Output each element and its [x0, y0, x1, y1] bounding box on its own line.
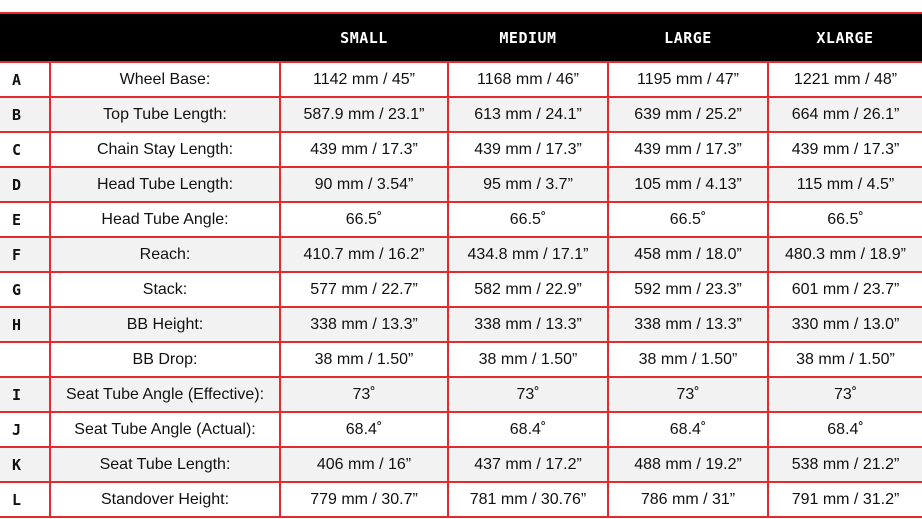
row-letter: J — [0, 412, 50, 447]
row-label: Standover Height: — [50, 482, 280, 517]
value-large: 786 mm / 31” — [608, 482, 768, 517]
value-small: 577 mm / 22.7” — [280, 272, 448, 307]
value-small: 338 mm / 13.3” — [280, 307, 448, 342]
row-label: Head Tube Angle: — [50, 202, 280, 237]
header-medium: MEDIUM — [448, 13, 608, 62]
table-row — [0, 307, 922, 342]
value-xlarge: 1221 mm / 48” — [768, 62, 922, 97]
table-row — [0, 167, 922, 202]
value-large: 592 mm / 23.3” — [608, 272, 768, 307]
row-letter: E — [0, 202, 50, 237]
value-medium: 582 mm / 22.9” — [448, 272, 608, 307]
table-row — [0, 412, 922, 447]
row-label: BB Height: — [50, 307, 280, 342]
row-label: Seat Tube Angle (Effective): — [50, 377, 280, 412]
value-large: 488 mm / 19.2” — [608, 447, 768, 482]
value-medium: 68.4˚ — [448, 412, 608, 447]
value-large: 458 mm / 18.0” — [608, 237, 768, 272]
value-xlarge: 538 mm / 21.2” — [768, 447, 922, 482]
row-letter: A — [0, 62, 50, 97]
value-medium: 38 mm / 1.50” — [448, 342, 608, 377]
value-xlarge: 66.5˚ — [768, 202, 922, 237]
row-letter: D — [0, 167, 50, 202]
row-label: Seat Tube Length: — [50, 447, 280, 482]
value-small: 1142 mm / 45” — [280, 62, 448, 97]
value-medium: 439 mm / 17.3” — [448, 132, 608, 167]
value-medium: 434.8 mm / 17.1” — [448, 237, 608, 272]
value-xlarge: 73˚ — [768, 377, 922, 412]
table-row — [0, 447, 922, 482]
row-letter: C — [0, 132, 50, 167]
value-large: 439 mm / 17.3” — [608, 132, 768, 167]
table-row — [0, 97, 922, 132]
row-letter: H — [0, 307, 50, 342]
value-small: 90 mm / 3.54” — [280, 167, 448, 202]
value-small: 439 mm / 17.3” — [280, 132, 448, 167]
table-row — [0, 202, 922, 237]
value-medium: 437 mm / 17.2” — [448, 447, 608, 482]
row-label: Stack: — [50, 272, 280, 307]
value-xlarge: 330 mm / 13.0” — [768, 307, 922, 342]
value-medium: 613 mm / 24.1” — [448, 97, 608, 132]
row-label: Chain Stay Length: — [50, 132, 280, 167]
value-xlarge: 601 mm / 23.7” — [768, 272, 922, 307]
value-large: 639 mm / 25.2” — [608, 97, 768, 132]
row-letter: G — [0, 272, 50, 307]
table-row — [0, 272, 922, 307]
value-large: 68.4˚ — [608, 412, 768, 447]
row-letter: L — [0, 482, 50, 517]
value-xlarge: 791 mm / 31.2” — [768, 482, 922, 517]
value-medium: 781 mm / 30.76” — [448, 482, 608, 517]
value-small: 68.4˚ — [280, 412, 448, 447]
value-xlarge: 68.4˚ — [768, 412, 922, 447]
header-xlarge: XLARGE — [768, 13, 922, 62]
table-row — [0, 342, 922, 377]
table-row — [0, 62, 922, 97]
row-letter: F — [0, 237, 50, 272]
row-letter: I — [0, 377, 50, 412]
value-xlarge: 439 mm / 17.3” — [768, 132, 922, 167]
value-xlarge: 664 mm / 26.1” — [768, 97, 922, 132]
value-large: 66.5˚ — [608, 202, 768, 237]
table-row — [0, 132, 922, 167]
header-row — [0, 13, 922, 62]
value-small: 66.5˚ — [280, 202, 448, 237]
value-small: 73˚ — [280, 377, 448, 412]
value-medium: 1168 mm / 46” — [448, 62, 608, 97]
geometry-table — [0, 12, 922, 518]
value-large: 338 mm / 13.3” — [608, 307, 768, 342]
value-medium: 73˚ — [448, 377, 608, 412]
value-large: 1195 mm / 47” — [608, 62, 768, 97]
row-label: Top Tube Length: — [50, 97, 280, 132]
row-label: Reach: — [50, 237, 280, 272]
value-small: 38 mm / 1.50” — [280, 342, 448, 377]
table-row — [0, 237, 922, 272]
table-row — [0, 482, 922, 517]
header-small: SMALL — [280, 13, 448, 62]
table-body — [0, 62, 922, 517]
row-letter: B — [0, 97, 50, 132]
value-medium: 338 mm / 13.3” — [448, 307, 608, 342]
row-label: BB Drop: — [50, 342, 280, 377]
value-small: 410.7 mm / 16.2” — [280, 237, 448, 272]
value-medium: 66.5˚ — [448, 202, 608, 237]
value-medium: 95 mm / 3.7” — [448, 167, 608, 202]
row-letter: K — [0, 447, 50, 482]
value-xlarge: 480.3 mm / 18.9” — [768, 237, 922, 272]
value-large: 38 mm / 1.50” — [608, 342, 768, 377]
header-blank — [0, 13, 280, 62]
table-row — [0, 377, 922, 412]
value-large: 105 mm / 4.13” — [608, 167, 768, 202]
value-xlarge: 115 mm / 4.5” — [768, 167, 922, 202]
row-label: Head Tube Length: — [50, 167, 280, 202]
row-letter — [0, 342, 50, 377]
header-large: LARGE — [608, 13, 768, 62]
value-small: 587.9 mm / 23.1” — [280, 97, 448, 132]
value-small: 779 mm / 30.7” — [280, 482, 448, 517]
value-xlarge: 38 mm / 1.50” — [768, 342, 922, 377]
row-label: Wheel Base: — [50, 62, 280, 97]
row-label: Seat Tube Angle (Actual): — [50, 412, 280, 447]
value-large: 73˚ — [608, 377, 768, 412]
value-small: 406 mm / 16” — [280, 447, 448, 482]
